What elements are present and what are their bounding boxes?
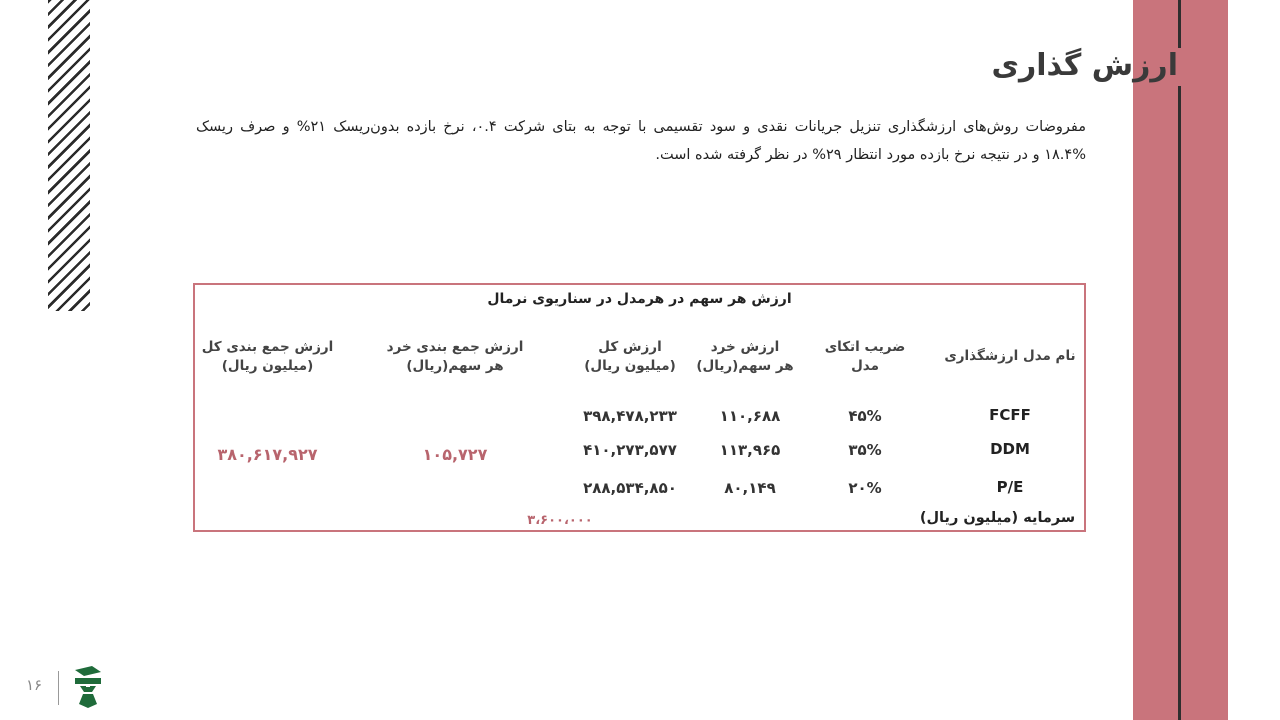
header-total — [565, 338, 695, 376]
header-weighted-total-line: (میلیون ریال) — [221, 358, 314, 374]
capital-value: ۳،۶۰۰،۰۰۰ — [527, 513, 593, 528]
table-row-weight: ۲۰% — [848, 479, 882, 497]
table-row-total: ۴۱۰,۲۷۳,۵۷۷ — [583, 441, 677, 459]
weighted-share-value: ۱۰۵,۷۲۷ — [422, 445, 488, 464]
header-weighted-share — [375, 338, 535, 376]
side-accent-line — [1178, 0, 1181, 48]
header-weighted-total-line: ارزش جمع بندی کل — [201, 339, 334, 355]
header-model-name: نام مدل ارزشگذاری — [944, 348, 1076, 364]
header-per-share-line: هر سهم(ریال) — [696, 358, 794, 374]
capital-label: سرمایه (میلیون ریال) — [919, 510, 1076, 526]
header-per-share — [685, 338, 805, 376]
assumptions-paragraph — [196, 113, 1086, 169]
table-row-per-share: ۱۱۳,۹۶۵ — [719, 441, 781, 459]
table-row-per-share: ۱۱۰,۶۸۸ — [719, 407, 781, 425]
header-weight-line: مدل — [851, 358, 879, 374]
table-title: ارزش هر سهم در هرمدل در سناریوی نرمال — [487, 291, 792, 307]
valuation-table — [193, 283, 1086, 532]
side-accent-line — [1178, 86, 1181, 720]
header-weight — [805, 338, 925, 376]
footer-divider — [58, 671, 59, 705]
table-row-total: ۲۸۸,۵۳۴,۸۵۰ — [583, 479, 677, 497]
paragraph-line: مفروضات روش‌های ارزشگذاری تنزیل جریانات نقدی و سود تقسیمی با توجه به بتای شرکت ۰.۴، نرخ بازده بدون‌ریسک ۲۱% و صرف ریسک — [196, 119, 1086, 135]
weighted-total-value: ۳۸۰,۶۱۷,۹۲۷ — [217, 445, 318, 464]
table-row-total: ۳۹۸,۴۷۸,۲۳۳ — [583, 407, 677, 425]
header-total-line: ارزش کل — [598, 339, 662, 355]
company-logo-icon — [72, 664, 104, 708]
header-total-line: (میلیون ریال) — [584, 358, 676, 374]
table-row-weight: ۴۵% — [848, 407, 882, 425]
table-row-per-share: ۸۰,۱۴۹ — [724, 479, 776, 497]
page-number: ۱۶ — [26, 676, 43, 694]
header-weight-line: ضریب اتکای — [824, 339, 906, 355]
header-weighted-total — [195, 338, 340, 376]
page-title: ارزش گذاری — [991, 48, 1178, 83]
header-weighted-share-line: ارزش جمع بندی خرد — [386, 339, 524, 355]
table-row-model: FCFF — [989, 406, 1031, 424]
table-row-weight: ۳۵% — [848, 441, 882, 459]
table-row-model: P/E — [996, 478, 1024, 496]
header-weighted-share-line: هر سهم(ریال) — [406, 358, 504, 374]
table-row-model: DDM — [990, 440, 1030, 458]
header-per-share-line: ارزش خرد — [710, 339, 780, 355]
paragraph-line: ۱۸.۴% و در نتیجه نرخ بازده مورد انتظار ۲۹% در نظر گرفته شده است. — [655, 147, 1086, 163]
decorative-stripes — [48, 0, 90, 311]
